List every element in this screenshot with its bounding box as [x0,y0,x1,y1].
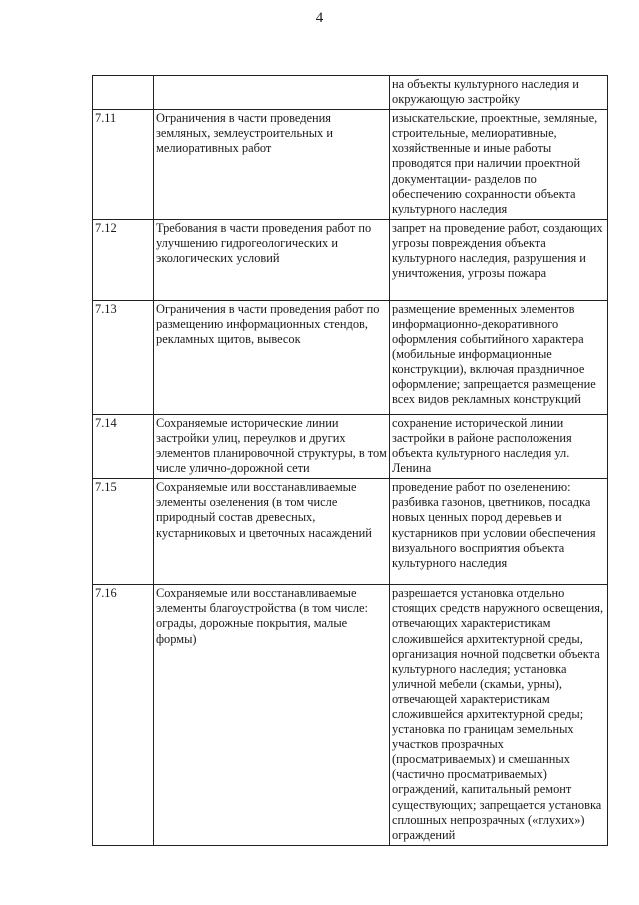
row-requirement: Сохраняемые исторические линии застройки улиц, переулков и других элементов планировочной структуры, в том числе улично-дорожной сети [154,414,390,478]
row-number: 7.15 [93,479,154,585]
table-row [93,479,608,585]
row-description: сохранение исторической линии застройки в районе расположения объекта культурного наследия ул. Ленина [390,414,608,478]
row-number [93,76,154,110]
row-number: 7.13 [93,300,154,414]
row-description: проведение работ по озеленению: разбивка газонов, цветников, посадка новых ценных пород деревьев и кустарников при условии обеспечения визуального восприятия объекта культурного наследия [390,479,608,585]
row-description: изыскательские, проектные, земляные, строительные, мелиоративные, хозяйственные и иные работы проводятся при наличии проектной документации- разделов по обеспечению сохранности объекта культурного наследия [390,110,608,220]
row-description: разрешается установка отдельно стоящих средств наружного освещения, отвечающих характеристикам сложившейся архитектурной среды, организация ночной подсветки объекта культурного наследия; установка уличной мебели (скамьи, урны), отвечающей характеристикам сложившейся архитектурной среды; установка по границам земельных участков прозрачных (просматриваемых) и смешанных (частично просматриваемых) ограждений, капитальный ремонт существующих; запрещается установка сплошных непрозрачных («глухих») ограждений [390,585,608,846]
row-number: 7.14 [93,414,154,478]
row-requirement: Требования в части проведения работ по улучшению гидрогеологических и экологических условий [154,219,390,300]
row-description: на объекты культурного наследия и окружающую застройку [390,76,608,110]
table-row [93,76,608,110]
row-number: 7.16 [93,585,154,846]
row-requirement: Сохраняемые или восстанавливаемые элементы озеленения (в том числе природный состав древесных, кустарниковых и цветочных насаждений [154,479,390,585]
table-row [93,110,608,220]
row-requirement: Сохраняемые или восстанавливаемые элементы благоустройства (в том числе: ограды, дорожные покрытия, малые формы) [154,585,390,846]
table-row [93,414,608,478]
row-number: 7.12 [93,219,154,300]
row-description: размещение временных элементов информационно-декоративного оформления событийного характера (мобильные информационные конструкции), включая праздничное оформление; запрещается размещение всех видов рекламных конструкций [390,300,608,414]
row-description: запрет на проведение работ, создающих угрозы повреждения объекта культурного наследия, разрушения и уничтожения, угрозы пожара [390,219,608,300]
table-row [93,219,608,300]
table-row [93,300,608,414]
requirements-table [92,75,608,846]
page-number: 4 [315,10,324,26]
row-requirement: Ограничения в части проведения работ по размещению информационных стендов, рекламных щитов, вывесок [154,300,390,414]
table-row [93,585,608,846]
row-requirement [154,76,390,110]
row-requirement: Ограничения в части проведения земляных, землеустроительных и мелиоративных работ [154,110,390,220]
row-number: 7.11 [93,110,154,220]
